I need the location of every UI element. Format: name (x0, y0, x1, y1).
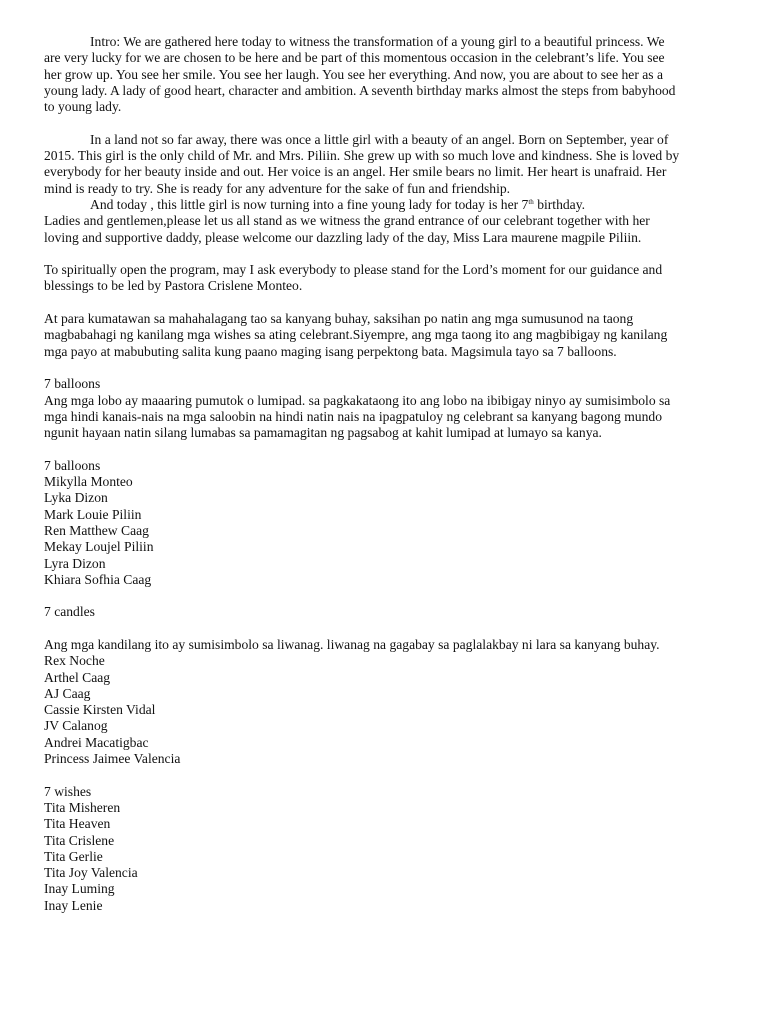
list-item: Ren Matthew Caag (44, 522, 149, 538)
list-item: Andrei Macatigbac (44, 734, 149, 750)
today-text-end: birthday. (533, 196, 586, 212)
today-line (44, 197, 682, 213)
list-item: Tita Gerlie (44, 848, 103, 864)
tagalog-intro-paragraph: At para kumatawan sa mahahalagang tao sa kanyang buhay, saksihan po natin ang mga sumusunod na taong magbabahagi ng kanilang mga wishes sa ating celebrant.Siyempre, ang mga taong ito ang magbibigay ng kanilang mga payo at mabubuting salita kung paano maging isang perpektong bata. Magsimula tayo sa 7 balloons. (44, 311, 668, 359)
story-paragraph: In a land not so far away, there was once a little girl with a beauty of an angel. Born on September, year of 2015. This girl is the only child of Mr. and Mrs. Piliin. She grew up with so much love and kindness. She is loved by everybody for her beauty inside and out. Her voice is an angel. Her smile bears no limit. Her heart is unafraid. Her mind is ready to try. She is ready for any adventure for the sake of fun and friendship. (44, 131, 680, 196)
list-item: Inay Lenie (44, 897, 103, 913)
ordinal-suffix: th (528, 197, 534, 206)
wishes-heading: 7 wishes (44, 783, 92, 799)
list-item: Cassie Kirsten Vidal (44, 702, 156, 718)
prayer-paragraph: To spiritually open the program, may I ask everybody to please stand for the Lord’s moment for our guidance and blessings to be led by Pastora Crislene Monteo. (44, 262, 663, 294)
balloons-list-heading: 7 balloons (44, 457, 101, 473)
list-item: Princess Jaimee Valencia (44, 751, 181, 767)
list-item: Arthel Caag (44, 669, 111, 685)
list-item: Inay Luming (44, 881, 115, 897)
list-item: Khiara Sofhia Caag (44, 571, 152, 587)
list-item: Lyra Dizon (44, 555, 106, 571)
document-page (44, 34, 682, 914)
list-item: Tita Crislene (44, 832, 115, 848)
list-item: Mekay Loujel Piliin (44, 539, 154, 555)
wishes-list (44, 800, 682, 914)
balloons-heading: 7 balloons (44, 376, 101, 392)
list-item: Tita Misheren (44, 799, 121, 815)
candles-description: Ang mga kandilang ito ay sumisimbolo sa liwanag. liwanag na gagabay sa paglalakbay ni lara sa kanyang buhay. (44, 636, 660, 652)
list-item: Tita Heaven (44, 816, 111, 832)
list-item: Rex Noche (44, 653, 105, 669)
list-item: JV Calanog (44, 718, 108, 734)
list-item: Mikylla Monteo (44, 474, 133, 490)
today-text: And today , this little girl is now turning into a fine young lady for today is her 7 (90, 196, 529, 212)
entrance-paragraph: Ladies and gentlemen,please let us all stand as we witness the grand entrance of our celebrant together with her loving and supportive daddy, please welcome our dazzling lady of the day, Miss Lara maurene magpile Piliin. (44, 213, 650, 245)
list-item: Mark Louie Piliin (44, 506, 142, 522)
balloons-description: Ang mga lobo ay maaaring pumutok o lumipad. sa pagkakataong ito ang lobo na ibibigay ninyo ay sumisimbolo sa mga hindi kanais-nais na mga saloobin na hindi natin nais na ipagpatuloy ng celebrant sa kanyang bagong mundo ngunit hayaan natin silang lumabas sa pamamagitan ng pagsabog at kahit lumipad at lumayo sa kanya. (44, 392, 671, 441)
balloons-list (44, 474, 682, 588)
list-item: AJ Caag (44, 685, 91, 701)
candles-list (44, 653, 682, 767)
intro-paragraph: Intro: We are gathered here today to witness the transformation of a young girl to a beautiful princess. We are very lucky for we are chosen to be here and be part of this momentous occasion in the celebrant’s life. You see her grow up. You see her smile. You see her laugh. You see her everything. And now, you are about to see her as a young lady. A lady of good heart, character and ambition. A seventh birthday marks almost the steps from babyhood to young lady. (44, 34, 676, 115)
list-item: Tita Joy Valencia (44, 865, 138, 881)
candles-heading: 7 candles (44, 604, 95, 620)
list-item: Lyka Dizon (44, 490, 108, 506)
